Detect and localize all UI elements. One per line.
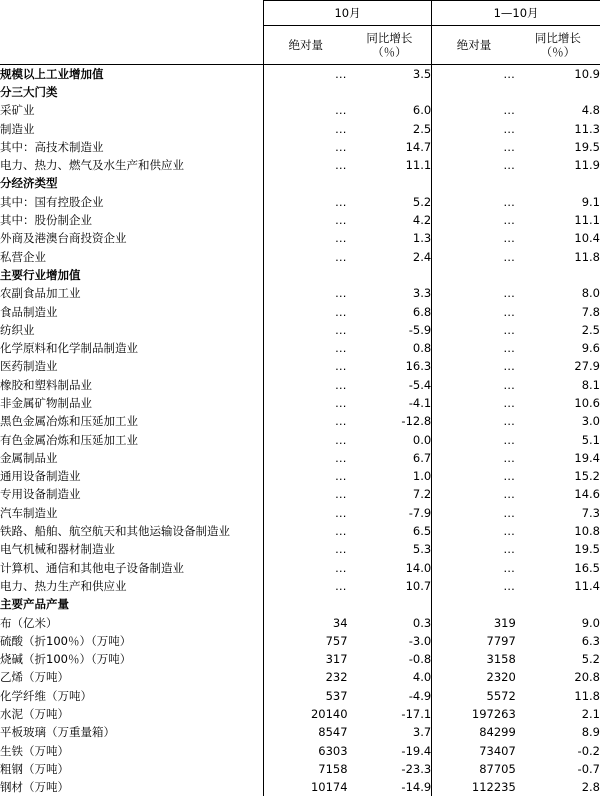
header-group-row [0,1,600,26]
cell-month-growth: 16.3 [348,357,432,375]
table-row [0,211,600,229]
cell-month-growth: 6.8 [348,302,432,320]
table-row [0,376,600,394]
cell-cumulative-absolute: … [432,467,516,485]
table-row [0,467,600,485]
cell-cumulative-growth: 3.0 [516,412,600,430]
cell-cumulative-growth: 5.1 [516,430,600,448]
cell-cumulative-absolute: … [432,65,516,83]
row-label: 分经济类型 [0,174,263,192]
cell-month-growth: -0.8 [348,650,432,668]
cell-month-absolute: … [263,138,347,156]
cell-cumulative-absolute: … [432,559,516,577]
cell-month-growth: -3.0 [348,632,432,650]
cell-cumulative-absolute: … [432,302,516,320]
cell-cumulative-absolute: 197263 [432,705,516,723]
cell-cumulative-growth [516,174,600,192]
row-label: 医药制造业 [0,357,263,375]
cell-month-absolute: … [263,559,347,577]
cell-cumulative-growth: 11.4 [516,577,600,595]
cell-month-growth: 7.2 [348,485,432,503]
cell-month-absolute: … [263,412,347,430]
cell-month-growth: 5.2 [348,193,432,211]
row-label: 橡胶和塑料制品业 [0,376,263,394]
cell-cumulative-absolute: … [432,504,516,522]
row-label: 电力、热力、燃气及水生产和供应业 [0,156,263,174]
cell-month-growth: 6.0 [348,101,432,119]
cell-month-absolute: … [263,357,347,375]
header-cumulative-absolute: 绝对量 [432,26,516,65]
table-row [0,65,600,83]
cell-cumulative-absolute: … [432,522,516,540]
cell-month-absolute: … [263,101,347,119]
cell-cumulative-absolute: … [432,485,516,503]
header-month-growth-line1: 同比增长 [366,31,412,45]
row-label: 农副食品加工业 [0,284,263,302]
row-label: 规模以上工业增加值 [0,65,263,83]
cell-cumulative-growth: 15.2 [516,467,600,485]
table-row [0,119,600,137]
cell-cumulative-growth: 11.9 [516,156,600,174]
cell-cumulative-absolute: … [432,211,516,229]
cell-cumulative-absolute: … [432,394,516,412]
cell-cumulative-growth: 9.1 [516,193,600,211]
table-row [0,577,600,595]
cell-cumulative-growth: 8.0 [516,284,600,302]
cell-cumulative-growth [516,266,600,284]
cell-cumulative-growth: 9.6 [516,339,600,357]
table-row [0,156,600,174]
cell-month-growth [348,174,432,192]
cell-cumulative-growth: 11.8 [516,247,600,265]
cell-cumulative-growth: 10.4 [516,229,600,247]
cell-month-absolute [263,595,347,613]
table-row [0,83,600,101]
cell-cumulative-growth: 2.5 [516,321,600,339]
cell-cumulative-absolute: … [432,540,516,558]
cell-month-absolute: … [263,321,347,339]
table-row [0,339,600,357]
cell-cumulative-growth: 7.8 [516,302,600,320]
cell-month-absolute: … [263,376,347,394]
cell-month-growth: 11.1 [348,156,432,174]
table-row [0,504,600,522]
row-label: 化学纤维（万吨） [0,687,263,705]
cell-month-growth: 2.5 [348,119,432,137]
cell-cumulative-growth: 19.4 [516,449,600,467]
cell-month-growth: -14.9 [348,778,432,796]
row-label: 外商及港澳台商投资企业 [0,229,263,247]
cell-cumulative-growth: 10.9 [516,65,600,83]
cell-cumulative-absolute: … [432,376,516,394]
cell-month-absolute: … [263,193,347,211]
row-label: 黑色金属冶炼和压延加工业 [0,412,263,430]
table-row [0,613,600,631]
cell-cumulative-absolute [432,83,516,101]
cell-month-growth: 14.7 [348,138,432,156]
header-group-month: 10月 [263,1,431,26]
cell-cumulative-growth: 8.1 [516,376,600,394]
table-row [0,705,600,723]
header-cumulative-growth-line2: （％） [541,45,576,59]
cell-cumulative-absolute: … [432,321,516,339]
cell-cumulative-growth: 5.2 [516,650,600,668]
cell-cumulative-growth: 27.9 [516,357,600,375]
cell-month-growth: 1.3 [348,229,432,247]
table-row [0,687,600,705]
cell-cumulative-absolute: … [432,449,516,467]
row-label: 其中：国有控股企业 [0,193,263,211]
cell-cumulative-absolute: … [432,430,516,448]
cell-month-absolute: … [263,504,347,522]
row-label: 纺织业 [0,321,263,339]
cell-month-growth: 6.5 [348,522,432,540]
cell-month-absolute: 6303 [263,741,347,759]
header-month-growth-line2: （％） [372,45,407,59]
cell-month-absolute: 10174 [263,778,347,796]
table-row [0,412,600,430]
cell-cumulative-absolute: 7797 [432,632,516,650]
cell-month-growth [348,266,432,284]
cell-month-absolute: 7158 [263,760,347,778]
cell-cumulative-growth: 16.5 [516,559,600,577]
row-label: 通用设备制造业 [0,467,263,485]
row-label: 金属制品业 [0,449,263,467]
table-row [0,449,600,467]
cell-month-growth: 14.0 [348,559,432,577]
row-label: 其中：高技术制造业 [0,138,263,156]
cell-cumulative-absolute: … [432,247,516,265]
table-row [0,138,600,156]
row-label: 主要产品产量 [0,595,263,613]
row-label: 汽车制造业 [0,504,263,522]
cell-cumulative-growth: 8.9 [516,723,600,741]
table-row [0,302,600,320]
cell-cumulative-absolute: … [432,284,516,302]
cell-month-absolute: … [263,65,347,83]
cell-cumulative-growth: 6.3 [516,632,600,650]
cell-month-growth: 0.3 [348,613,432,631]
row-label: 专用设备制造业 [0,485,263,503]
cell-month-growth [348,595,432,613]
cell-month-absolute: … [263,577,347,595]
cell-month-absolute [263,174,347,192]
header-corner-blank [0,1,263,26]
cell-cumulative-growth: 14.6 [516,485,600,503]
table-header [0,1,600,65]
cell-month-absolute: … [263,156,347,174]
table-row [0,485,600,503]
cell-month-absolute: 8547 [263,723,347,741]
cell-cumulative-absolute: 73407 [432,741,516,759]
cell-month-absolute: … [263,119,347,137]
cell-cumulative-growth: 11.3 [516,119,600,137]
row-label: 铁路、船舶、航空航天和其他运输设备制造业 [0,522,263,540]
cell-cumulative-absolute: 5572 [432,687,516,705]
row-label: 乙烯（万吨） [0,668,263,686]
cell-cumulative-absolute: … [432,577,516,595]
cell-month-growth: -19.4 [348,741,432,759]
table-row [0,174,600,192]
table-row [0,650,600,668]
cell-cumulative-growth: 10.6 [516,394,600,412]
cell-cumulative-growth: 20.8 [516,668,600,686]
row-label: 分三大门类 [0,83,263,101]
cell-month-absolute: … [263,284,347,302]
cell-month-absolute: … [263,302,347,320]
table-row [0,632,600,650]
cell-cumulative-absolute [432,174,516,192]
header-month-growth [348,26,432,65]
table-body [0,65,600,796]
table-row [0,778,600,796]
table-row [0,559,600,577]
header-month-absolute: 绝对量 [263,26,347,65]
row-label: 水泥（万吨） [0,705,263,723]
cell-month-absolute: … [263,467,347,485]
row-label: 制造业 [0,119,263,137]
cell-cumulative-growth: 4.8 [516,101,600,119]
table-row [0,430,600,448]
cell-month-growth: -5.9 [348,321,432,339]
cell-cumulative-growth [516,83,600,101]
cell-cumulative-absolute: … [432,156,516,174]
cell-month-growth: 5.3 [348,540,432,558]
cell-cumulative-absolute: … [432,193,516,211]
cell-month-growth: 3.3 [348,284,432,302]
row-label: 布（亿米） [0,613,263,631]
header-cumulative-growth [516,26,600,65]
cell-cumulative-absolute: 84299 [432,723,516,741]
table-row [0,101,600,119]
cell-cumulative-growth [516,595,600,613]
table-row [0,522,600,540]
cell-month-growth: 0.0 [348,430,432,448]
cell-month-absolute: 232 [263,668,347,686]
table-row [0,229,600,247]
cell-cumulative-growth: 2.8 [516,778,600,796]
cell-month-absolute: … [263,394,347,412]
table-row [0,668,600,686]
row-label: 有色金属冶炼和压延加工业 [0,430,263,448]
cell-month-absolute: 757 [263,632,347,650]
cell-cumulative-absolute: … [432,339,516,357]
cell-cumulative-absolute: 2320 [432,668,516,686]
row-label: 化学原料和化学制品制造业 [0,339,263,357]
cell-cumulative-absolute: … [432,119,516,137]
cell-month-growth: 3.5 [348,65,432,83]
row-label: 非金属矿物制品业 [0,394,263,412]
cell-month-growth: 10.7 [348,577,432,595]
cell-month-growth: 6.7 [348,449,432,467]
cell-month-growth: 4.2 [348,211,432,229]
header-group-cumulative: 1—10月 [432,1,600,26]
row-label: 生铁（万吨） [0,741,263,759]
cell-month-growth: 0.8 [348,339,432,357]
row-label: 钢材（万吨） [0,778,263,796]
row-label: 粗钢（万吨） [0,760,263,778]
table-row [0,247,600,265]
cell-cumulative-growth: 11.8 [516,687,600,705]
cell-cumulative-absolute: … [432,357,516,375]
table-row [0,284,600,302]
cell-month-growth [348,83,432,101]
table-row [0,394,600,412]
table-row [0,266,600,284]
table-row [0,193,600,211]
cell-month-absolute: 34 [263,613,347,631]
cell-cumulative-absolute: 3158 [432,650,516,668]
cell-month-absolute [263,266,347,284]
cell-month-growth: 1.0 [348,467,432,485]
cell-month-absolute [263,83,347,101]
header-sub-row [0,26,600,65]
cell-cumulative-absolute: … [432,101,516,119]
cell-month-absolute: 537 [263,687,347,705]
table-row [0,741,600,759]
header-cumulative-growth-line1: 同比增长 [535,31,581,45]
cell-month-absolute: 317 [263,650,347,668]
cell-cumulative-absolute: 112235 [432,778,516,796]
cell-month-growth: 4.0 [348,668,432,686]
table-row [0,760,600,778]
cell-month-growth: -7.9 [348,504,432,522]
table-row [0,723,600,741]
cell-month-absolute: … [263,522,347,540]
cell-month-absolute: … [263,247,347,265]
table-row [0,357,600,375]
cell-cumulative-absolute [432,595,516,613]
row-label: 食品制造业 [0,302,263,320]
cell-month-absolute: … [263,211,347,229]
header-corner-blank-2 [0,26,263,65]
table-row [0,321,600,339]
table-row [0,540,600,558]
row-label: 烧碱（折100％）（万吨） [0,650,263,668]
cell-month-growth: -17.1 [348,705,432,723]
cell-month-growth: -5.4 [348,376,432,394]
cell-cumulative-growth: 9.0 [516,613,600,631]
row-label: 主要行业增加值 [0,266,263,284]
row-label: 电气机械和器材制造业 [0,540,263,558]
row-label: 硫酸（折100％）（万吨） [0,632,263,650]
cell-month-growth: 2.4 [348,247,432,265]
cell-cumulative-growth: 2.1 [516,705,600,723]
row-label: 私营企业 [0,247,263,265]
cell-cumulative-growth: -0.2 [516,741,600,759]
cell-cumulative-absolute: … [432,229,516,247]
row-label: 计算机、通信和其他电子设备制造业 [0,559,263,577]
row-label: 其中：股份制企业 [0,211,263,229]
cell-cumulative-growth: 19.5 [516,540,600,558]
cell-cumulative-growth: -0.7 [516,760,600,778]
cell-month-growth: -4.9 [348,687,432,705]
cell-month-growth: -23.3 [348,760,432,778]
cell-month-growth: 3.7 [348,723,432,741]
cell-cumulative-growth: 19.5 [516,138,600,156]
cell-month-absolute: … [263,339,347,357]
row-label: 采矿业 [0,101,263,119]
cell-month-absolute: … [263,485,347,503]
cell-month-absolute: … [263,229,347,247]
cell-cumulative-growth: 10.8 [516,522,600,540]
cell-cumulative-absolute [432,266,516,284]
cell-month-growth: -4.1 [348,394,432,412]
cell-cumulative-growth: 7.3 [516,504,600,522]
row-label: 电力、热力生产和供应业 [0,577,263,595]
cell-cumulative-absolute: 319 [432,613,516,631]
row-label: 平板玻璃（万重量箱） [0,723,263,741]
cell-month-absolute: … [263,449,347,467]
cell-month-absolute: … [263,540,347,558]
cell-cumulative-absolute: 87705 [432,760,516,778]
cell-month-growth: -12.8 [348,412,432,430]
cell-month-absolute: 20140 [263,705,347,723]
cell-cumulative-absolute: … [432,138,516,156]
table-row [0,595,600,613]
cell-cumulative-absolute: … [432,412,516,430]
cell-cumulative-growth: 11.1 [516,211,600,229]
cell-month-absolute: … [263,430,347,448]
